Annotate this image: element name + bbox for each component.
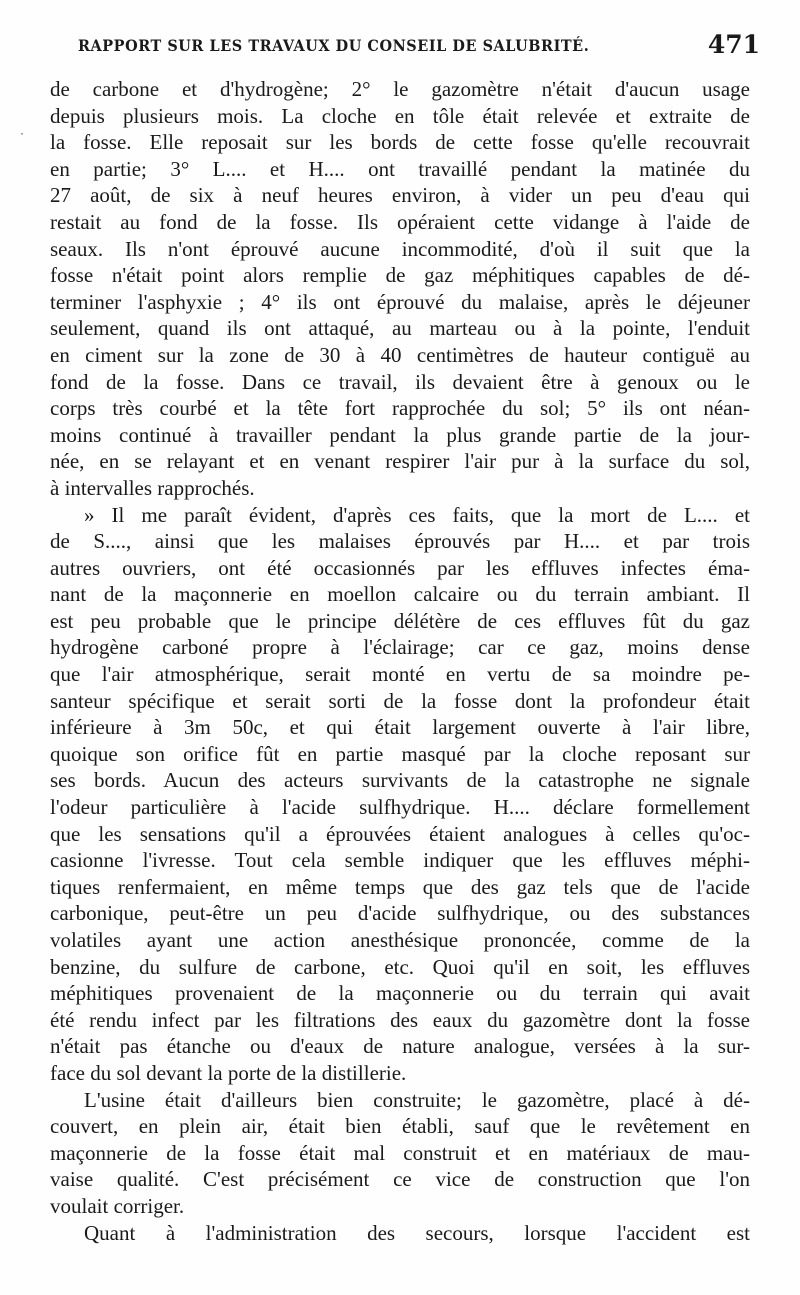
text-line: vaise qualité. C'est précisément ce vice de construction que l'on: [50, 1167, 750, 1192]
text-line: 27 août, de six à neuf heures environ, à vider un peu d'eau qui: [50, 183, 750, 208]
text-line: l'odeur particulière à l'acide sulfhydrique. H.... déclare formellement: [50, 795, 750, 820]
text-line: seaux. Ils n'ont éprouvé aucune incommodité, d'où il suit que la: [50, 236, 750, 261]
running-head: [78, 30, 760, 64]
text-line: terminer l'asphyxie ; 4° ils ont éprouvé du malaise, après le déjeuner: [50, 289, 750, 314]
running-title: RAPPORT SUR LES TRAVAUX DU CONSEIL DE SALUBRITÉ.: [78, 36, 590, 55]
text-line: nant de la maçonnerie en moellon calcaire ou du terrain ambiant. Il: [50, 582, 750, 607]
text-line: seulement, quand ils ont attaqué, au marteau ou à la pointe, l'enduit: [50, 316, 750, 341]
text-line: volatiles ayant une action anesthésique prononcée, comme de la: [50, 928, 750, 952]
text-line: est peu probable que le principe délétère de ces effluves fût du gaz: [50, 608, 750, 633]
text-line: couvert, en plein air, était bien établi, sauf que le revêtement en: [50, 1114, 750, 1139]
text-line: depuis plusieurs mois. La cloche en tôle était relevée et extraite de: [50, 103, 750, 128]
text-line: maçonnerie de la fosse était mal construit et en matériaux de mau-: [50, 1140, 750, 1165]
text-line: carbonique, peut-être un peu d'acide sulfhydrique, ou des substances: [50, 901, 750, 926]
text-line: hydrogène carboné propre à l'éclairage; car ce gaz, moins dense: [50, 635, 750, 660]
text-line: fosse n'était point alors remplie de gaz méphitiques capables de dé-: [50, 263, 750, 288]
text-line: été rendu infect par les filtrations des eaux du gazomètre dont la fosse: [50, 1007, 750, 1032]
text-line: moins continué à travailler pendant la plus grande partie de la jour-: [50, 422, 750, 447]
text-line: fond de la fosse. Dans ce travail, ils devaient être à genoux ou le: [50, 369, 750, 394]
text-line: n'était pas étanche ou d'eaux de nature analogue, versées à la sur-: [50, 1034, 750, 1059]
text-line: en partie; 3° L.... et H.... ont travaillé pendant la matinée du: [50, 156, 750, 181]
text-line: L'usine était d'ailleurs bien construite; le gazomètre, placé à dé-: [84, 1087, 750, 1112]
margin-mark: ·: [20, 126, 24, 140]
text-line: à intervalles rapprochés.: [50, 475, 255, 500]
text-line: restait au fond de la fosse. Ils opéraient cette vidange à l'aide de: [50, 209, 750, 234]
text-line: » Il me paraît évident, d'après ces faits, que la mort de L.... et: [84, 502, 750, 527]
text-line: tiques renfermaient, en même temps que des gaz tels que de l'acide: [50, 874, 750, 899]
text-line: santeur spécifique et serait sorti de la fosse dont la profondeur était: [50, 688, 750, 713]
text-line: casionne l'ivresse. Tout cela semble indiquer que les effluves méphi-: [50, 848, 750, 873]
text-line: autres ouvriers, ont été occasionnés par les effluves infectes éma-: [50, 555, 750, 580]
text-line: la fosse. Elle reposait sur les bords de cette fosse qu'elle recouvrait: [50, 130, 750, 155]
text-line: voulait corriger.: [50, 1193, 185, 1218]
text-line: que l'air atmosphérique, serait monté en vertu de sa moindre pe-: [50, 662, 750, 687]
text-line: de S...., ainsi que les malaises éprouvés par H.... et par trois: [50, 529, 750, 554]
text-line: née, en se relayant et en venant respirer l'air pur à la surface du sol,: [50, 449, 750, 474]
text-line: face du sol devant la porte de la distillerie.: [50, 1060, 407, 1085]
text-line: que les sensations qu'il a éprouvées étaient analogues à celles qu'oc-: [50, 821, 750, 846]
text-line: quoique son orifice fût en partie masqué par la cloche reposant sur: [50, 741, 750, 766]
text-line: corps très courbé et la tête fort rapprochée du sol; 5° ils ont néan-: [50, 396, 750, 421]
text-line: inférieure à 3m 50c, et qui était largement ouverte à l'air libre,: [50, 715, 750, 740]
page-number: 471: [707, 30, 760, 59]
text-line: en ciment sur la zone de 30 à 40 centimètres de hauteur contiguë au: [50, 342, 750, 367]
text-line: benzine, du sulfure de carbone, etc. Quoi qu'il en soit, les effluves: [50, 954, 750, 979]
text-line: méphitiques provenaient de la maçonnerie ou du terrain qui avait: [50, 981, 750, 1006]
text-line: ses bords. Aucun des acteurs survivants de la catastrophe ne signale: [50, 768, 750, 793]
text-line: de carbone et d'hydrogène; 2° le gazomètre n'était d'aucun usage: [50, 77, 750, 101]
body-text: [50, 76, 750, 1246]
text-line: Quant à l'administration des secours, lorsque l'accident est: [84, 1220, 750, 1245]
